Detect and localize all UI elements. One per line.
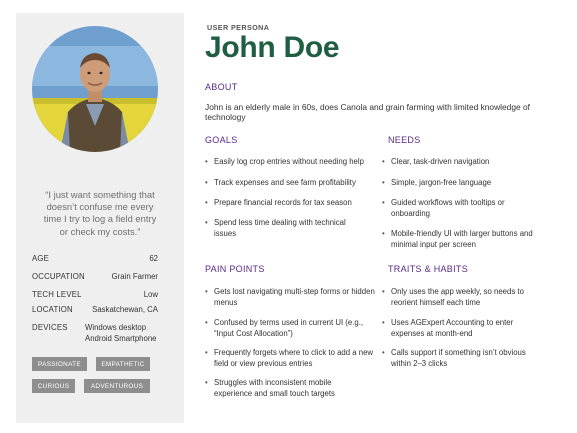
pain-points-title: PAIN POINTS xyxy=(205,264,265,274)
attribute-age xyxy=(32,254,158,263)
persona-sidebar xyxy=(16,13,184,423)
pain-point-item: • Gets lost navigating multi-step forms or hidden menus xyxy=(205,286,375,308)
traits-title: TRAITS & HABITS xyxy=(388,264,469,274)
persona-name: John Doe xyxy=(205,31,340,64)
attribute-value: Windows desktop Android Smartphone xyxy=(85,323,157,343)
needs-title: NEEDS xyxy=(388,135,421,145)
attribute-devices xyxy=(32,323,158,343)
goals-title: GOALS xyxy=(205,135,238,145)
tag-adventurous: ADVENTUROUS xyxy=(84,379,150,393)
attribute-value: 62 xyxy=(149,254,158,263)
goal-item: • Easily log crop entries without needing help xyxy=(205,156,375,167)
need-item: • Mobile-friendly UI with larger buttons and minimal input per screen xyxy=(382,228,557,250)
attribute-value: Saskatchewan, CA xyxy=(92,305,158,314)
attribute-value: Low xyxy=(143,290,158,299)
attribute-location xyxy=(32,305,158,314)
persona-photo xyxy=(32,26,158,152)
tag-empathetic: EMPATHETIC xyxy=(96,357,150,371)
attribute-value: Grain Farmer xyxy=(111,272,158,281)
pain-point-item: • Confused by terms used in current UI (e.g., “Input Cost Allocation”) xyxy=(205,317,375,339)
tag-passionate: PASSIONATE xyxy=(32,357,87,371)
attribute-occupation xyxy=(32,272,158,281)
need-item: • Guided workflows with tooltips or onboarding xyxy=(382,197,517,219)
persona-label: USER PERSONA xyxy=(207,23,270,32)
pain-point-item: • Frequently forgets where to click to add a new field or view previous entries xyxy=(205,347,375,369)
farmer-photo-illustration xyxy=(32,26,158,152)
persona-quote: “I just want something that doesn’t confuse me every time I try to log a field entry or check my costs.” xyxy=(43,189,157,237)
need-item: • Simple, jargon-free language xyxy=(382,177,557,188)
tag-curious: CURIOUS xyxy=(32,379,75,393)
attribute-tech-level xyxy=(32,290,158,299)
need-item: • Clear, task-driven navigation xyxy=(382,156,557,167)
trait-item: • Calls support if something isn’t obvious within 2–3 clicks xyxy=(382,347,547,369)
attribute-label: DEVICES xyxy=(32,323,68,332)
attribute-label: TECH LEVEL xyxy=(32,290,82,299)
attribute-label: OCCUPATION xyxy=(32,272,85,281)
goal-item: • Spend less time dealing with technical issues xyxy=(205,217,355,239)
trait-item: • Uses AGExpert Accounting to enter expenses at month-end xyxy=(382,317,532,339)
goal-item: • Track expenses and see farm profitability xyxy=(205,177,375,188)
attribute-label: LOCATION xyxy=(32,305,73,314)
about-title: ABOUT xyxy=(205,82,238,92)
about-text: John is an elderly male in 60s, does Canola and grain farming with limited knowledge of technology xyxy=(205,102,530,122)
attribute-label: AGE xyxy=(32,254,50,263)
pain-point-item: • Struggles with inconsistent mobile experience and small touch targets xyxy=(205,377,355,399)
goal-item: • Prepare financial records for tax season xyxy=(205,197,375,208)
trait-item: • Only uses the app weekly, so needs to reorient himself each time xyxy=(382,286,547,308)
